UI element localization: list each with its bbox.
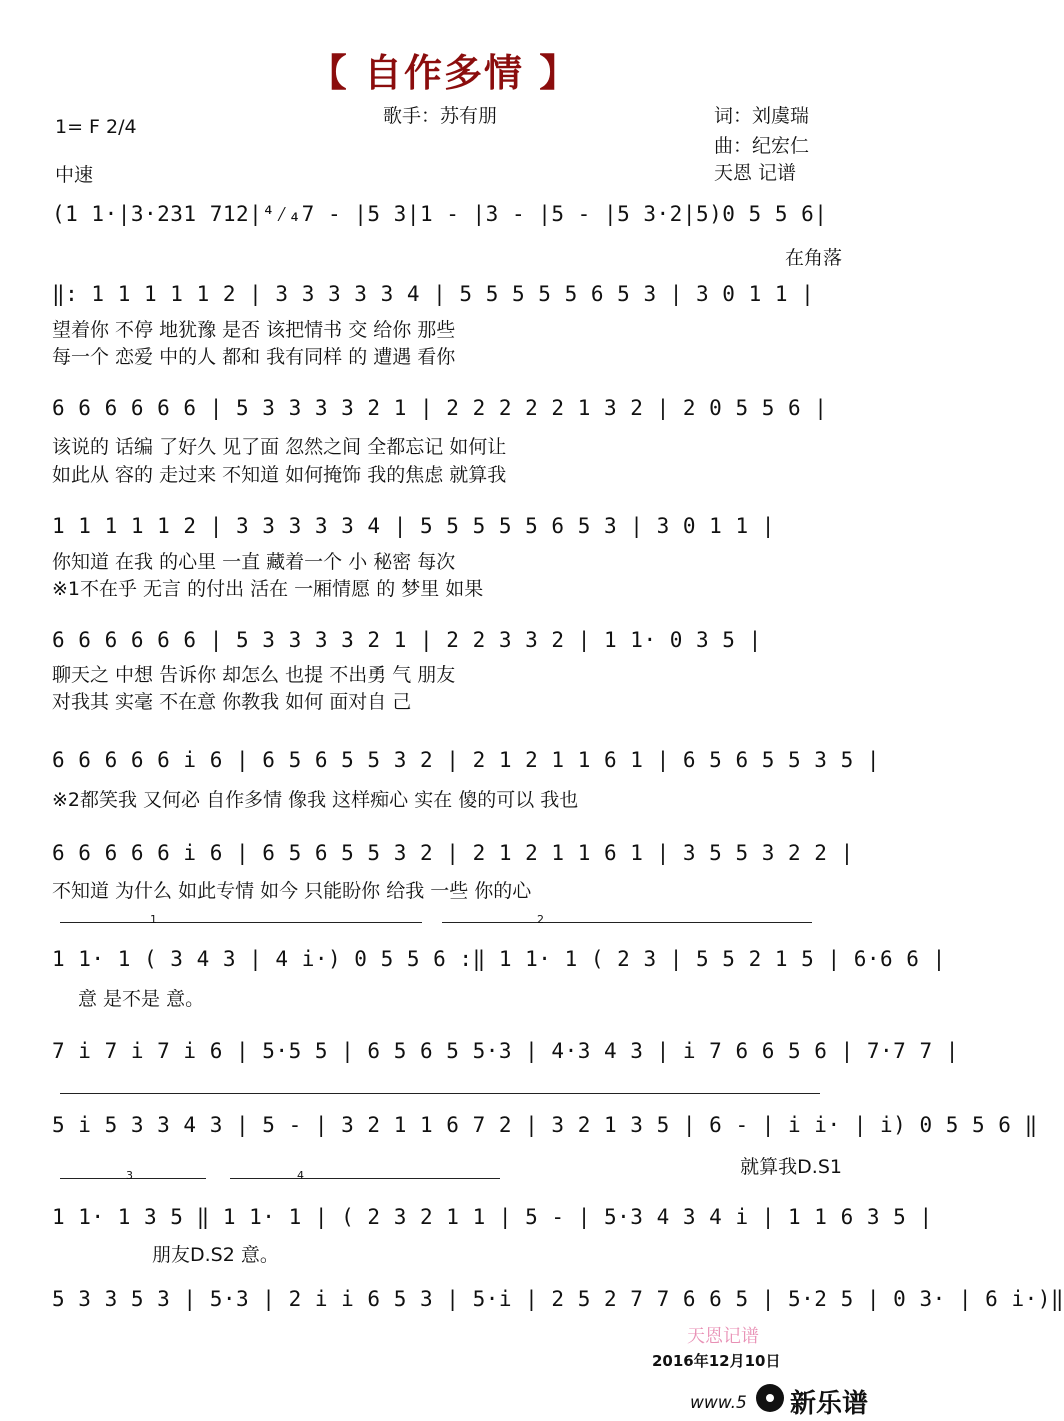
transcriber-stamp: 天恩记谱 [687,1326,759,1347]
lyric-line: 望着你 不停 地犹豫 是否 该把情书 交 给你 那些 [52,319,456,341]
volta-bracket [60,1178,206,1179]
score-line-notes: 1 1· 1 3 5 ‖ 1 1· 1 | ( 2 3 2 1 1 | 5 - | 5·3 4 3 4 i | 1 1 6 3 5 | [52,1205,933,1229]
lyric-line: 每一个 恋爱 中的人 都和 我有同样 的 遭遇 看你 [52,346,456,368]
site-url[interactable]: www.5 [690,1393,747,1413]
divider-line [60,1093,820,1094]
lyric-line: 朋友D.S2 意。 [152,1244,279,1266]
score-line-notes: 1 1· 1 ( 3 4 3 | 4 i·) 0 5 5 6 :‖ 1 1· 1 ( 2 3 | 5 5 2 1 5 | 6·6 6 | [52,947,946,971]
score-line-notes: 1 1 1 1 1 2 | 3 3 3 3 3 4 | 5 5 5 5 5 6 5 3 | 3 0 1 1 | [52,514,775,538]
score-line-notes: 5 i 5 3 3 4 3 | 5 - | 3 2 1 1 6 7 2 | 3 2 1 3 5 | 6 - | i i· | i) 0 5 5 6 ‖ [52,1113,1038,1137]
song-title: 【 自作多情 】 [308,51,580,95]
lyricist-credit: 词：刘虞瑞 [714,105,810,127]
volta-number: 2 [537,913,544,926]
logo-disc-icon [756,1384,784,1412]
score-line-notes: 6 6 6 6 6 6 | 5 3 3 3 3 2 1 | 2 2 2 2 2 1 3 2 | 2 0 5 5 6 | [52,396,828,420]
score-line-notes: 6 6 6 6 6 i 6 | 6 5 6 5 5 3 2 | 2 1 2 1 1 6 1 | 3 5 5 3 2 2 | [52,841,854,865]
lyric-line: 该说的 话编 了好久 见了面 忽然之间 全都忘记 如何让 [52,436,507,458]
volta-bracket [442,922,812,923]
lyric-line: 你知道 在我 的心里 一直 藏着一个 小 秘密 每次 [52,551,456,573]
transcriber-credit: 天恩 记谱 [714,162,797,184]
score-line-notes: 7 i 7 i 7 i 6 | 5·5 5 | 6 5 6 5 5·3 | 4·3 4 3 | i 7 6 6 5 6 | 7·7 7 | [52,1039,959,1063]
lyric-line: 不知道 为什么 如此专情 如今 只能盼你 给我 一些 你的心 [52,880,532,902]
volta-bracket [230,1178,500,1179]
transcription-date: 2016年12月10日 [652,1352,781,1370]
lyric-line: 聊天之 中想 告诉你 却怎么 也提 不出勇 气 朋友 [52,664,456,686]
lyric-line: 对我其 实毫 不在意 你教我 如何 面对自 己 [52,691,412,713]
score-line-notes: 5 3 3 5 3 | 5·3 | 2 i i 6 5 3 | 5·i | 2 5 2 7 7 6 6 5 | 5·2 5 | 0 3· | 6 i·)‖ [52,1287,1064,1311]
lyric-line: 在角落 [784,247,842,269]
tempo-marking: 中速 [55,164,94,186]
score-line-notes: 6 6 6 6 6 6 | 5 3 3 3 3 2 1 | 2 2 3 3 2 | 1 1· 0 3 5 | [52,628,762,652]
volta-number: 3 [126,1169,133,1182]
lyric-line: ※1不在乎 无言 的付出 活在 一厢情愿 的 梦里 如果 [52,578,484,600]
volta-bracket [60,922,422,923]
composer-credit: 曲：纪宏仁 [714,135,810,157]
lyric-line: ※2都笑我 又何必 自作多情 像我 这样痴心 实在 傻的可以 我也 [52,789,579,811]
score-line-notes: ‖: 1 1 1 1 1 2 | 3 3 3 3 3 4 | 5 5 5 5 5 6 5 3 | 3 0 1 1 | [52,282,815,306]
site-logo[interactable]: 新乐谱 [790,1389,869,1419]
score-line-notes: (1 1·|3·231 712|⁴⁄₄7 - |5 3|1 - |3 - |5 - |5 3·2|5)0 5 5 6| [52,202,828,226]
key-signature: 1= F 2/4 [55,116,137,138]
singer-credit: 歌手：苏有朋 [383,105,498,127]
lyric-line: 就算我D.S1 [740,1156,842,1178]
score-line-notes: 6 6 6 6 6 i 6 | 6 5 6 5 5 3 2 | 2 1 2 1 1 6 1 | 6 5 6 5 5 3 5 | [52,748,881,772]
lyric-line: 意 是不是 意。 [78,988,205,1010]
volta-number: 4 [297,1169,304,1182]
lyric-line: 如此从 容的 走过来 不知道 如何掩饰 我的焦虑 就算我 [52,464,507,486]
volta-number: 1 [150,913,157,926]
